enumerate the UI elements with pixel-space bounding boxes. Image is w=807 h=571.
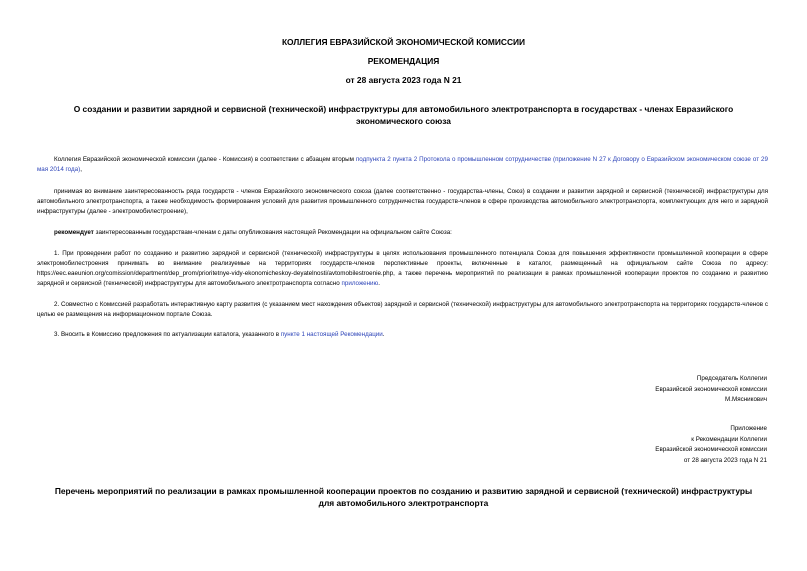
paragraph-item-1 [37,249,768,289]
date-number-heading: от 28 августа 2023 года N 21 [345,75,462,85]
appendix-date-number: от 28 августа 2023 года N 21 [683,456,767,464]
doc-type-heading: РЕКОМЕНДАЦИЯ [367,56,440,66]
appendix-organization: Евразийской экономической комиссии [655,446,767,454]
paragraph-item-3 [37,330,768,340]
document-title: О создании и развитии зарядной и сервисной (технической) инфраструктуры для автомобильного электротранспорта в государствах - членах Евразийского экономического союза [73,104,734,126]
appendix-to-recommendation: к Рекомендации Коллегии [691,435,767,443]
paragraph-recommends [37,228,768,238]
issuer-heading: КОЛЛЕГИЯ ЕВРАЗИЙСКОЙ ЭКОНОМИЧЕСКОЙ КОМИССИИ [281,37,526,47]
signature-position: Председатель Коллегии [696,375,767,382]
preamble-text: Коллегия Евразийской экономической комиссии (далее - Комиссия) в соответствии с абзацем вторым [54,156,356,163]
paragraph-item-2: 2. Совместно с Комиссией разработать интерактивную карту развития (с указанием мест нахождения объектов) зарядной и сервисной (технической) инфраструктуры для автомобильного электротранспорта на территориях государств-членов с целью ее размещения на информационном портале Союза. [37,301,768,318]
item-3-text: 3. Вносить в Комиссию предложения по актуализации каталога, указанного в [54,331,281,338]
item-1-text: 1. При проведении работ по созданию и развитию зарядной и сервисной (технической) инфраструктуры в целях использования промышленного потенциала Союза для повышения эффективности промышленной кооперации в сфере электромобилестроения принимать во внимание реализуемые на территориях государств-членов перспективные проекты, включенные в каталог, размещенный на официальном сайте Союза по адресу: https://eec.eaeunion.org/comission/department/dep_prom/prioritetnye-vidy-ekonomicheskoy-deyatelnosti/avtomobilestroenie.php, а также перечень мероприятий по реализации в рамках промышленной кооперации проектов по созданию и развитию зарядной и сервисной (технической) инфраструктуры для автомобильного электротранспорта согласно [37,250,768,287]
appendix-label: Приложение [730,425,767,432]
appendix-title: Перечень мероприятий по реализации в рамках промышленной кооперации проектов по созданию и развитию зарядной и сервисной (технической) инфраструктуры для автомобильного электротранспорта [54,486,753,508]
paragraph-considering: принимая во внимание заинтересованность ряда государств - членов Евразийского экономического союза (далее соответственно - государства-члены, Союз) в создании и развитии зарядной и сервисной (технической) инфраструктуры для автомобильного электротранспорта, а также необходимость формирования условий для развития промышленного сотрудничества государств-членов в сфере производства автомобильного электротранспорта, комплектующих для него и зарядной инфраструктуры (далее - электромобилестроение), [37,188,768,215]
appendix-link[interactable]: приложению [341,280,379,287]
preamble-end: , [80,166,82,173]
paragraph-preamble [37,155,768,175]
signature-block [527,374,767,406]
recommends-keyword: рекомендует [54,229,94,236]
appendix-reference-block [527,424,767,466]
recommends-text: заинтересованным государствам-членам с даты опубликования настоящей Рекомендации на официальном сайте Союза: [93,229,452,236]
item-3-end: . [382,331,385,338]
protocol-link[interactable]: подпункта 2 пункта 2 Протокола о промышленном сотрудничестве (приложение N 27 к Договору о Евразийском экономическом союзе от 29 мая 2014 года) [37,156,768,173]
item-1-reference-link[interactable]: пункте 1 настоящей Рекомендации [280,331,383,338]
signature-organization: Евразийской экономической комиссии [655,385,767,393]
signature-name: М.Мясникович [725,396,767,404]
item-1-end: . [378,280,380,287]
